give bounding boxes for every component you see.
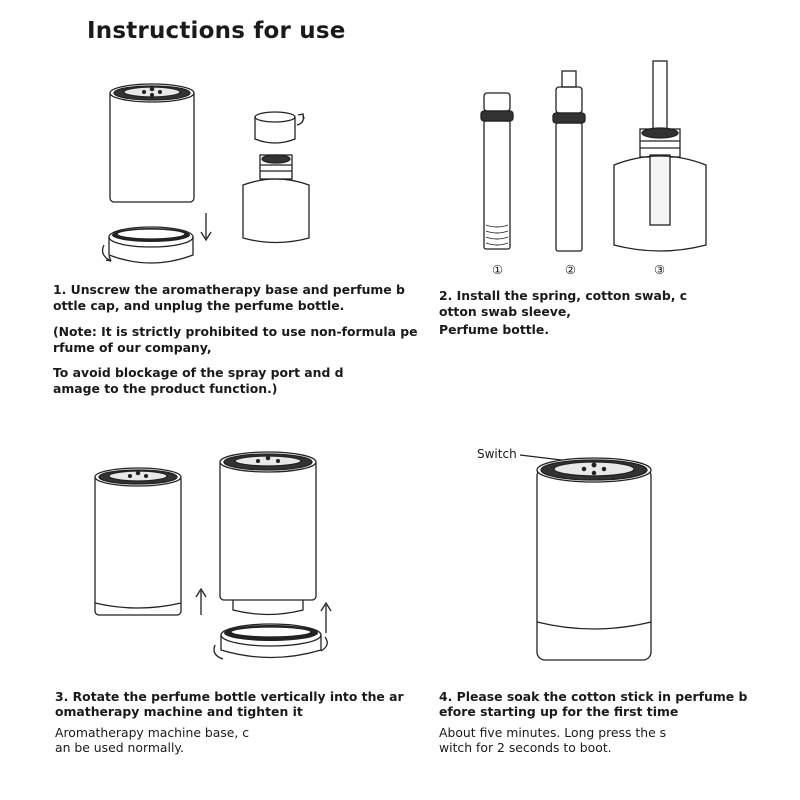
step3-line2: omatherapy machine and tighten it [55,704,303,719]
page-title: Instructions for use [87,18,346,44]
step4-illustration [520,440,670,680]
step2-label-1: ① [492,262,504,277]
step2-label-2: ② [565,262,577,277]
step3-line4: an be used normally. [55,740,184,755]
step2-line1: 2. Install the spring, cotton swab, c [439,288,688,303]
step3-illustration [85,445,355,675]
step2-line3: Perfume bottle. [439,322,550,337]
step3-line3: Aromatherapy machine base, c [55,725,250,740]
step1-note4: amage to the product function.) [53,381,278,396]
step4-line4: witch for 2 seconds to boot. [439,740,612,755]
step1-line2: ottle cap, and unplug the perfume bottle. [53,298,345,313]
step1-note1: (Note: It is strictly prohibited to use non-formula pe [53,324,418,339]
step4-line3: About five minutes. Long press the s [439,725,667,740]
step1-illustration [95,75,325,275]
step1-note3: To avoid blockage of the spray port and d [53,365,344,380]
step2-line2: otton swab sleeve, [439,304,571,319]
step4-line2: efore starting up for the first time [439,704,679,719]
step2-label-3: ③ [654,262,666,277]
step2-illustration [470,55,720,285]
step1-note2: rfume of our company, [53,340,212,355]
step1-line1: 1. Unscrew the aromatherapy base and perfume b [53,282,405,297]
step4-line1: 4. Please soak the cotton stick in perfume b [439,689,748,704]
switch-label: Switch [477,447,517,461]
step3-line1: 3. Rotate the perfume bottle vertically into the ar [55,689,404,704]
